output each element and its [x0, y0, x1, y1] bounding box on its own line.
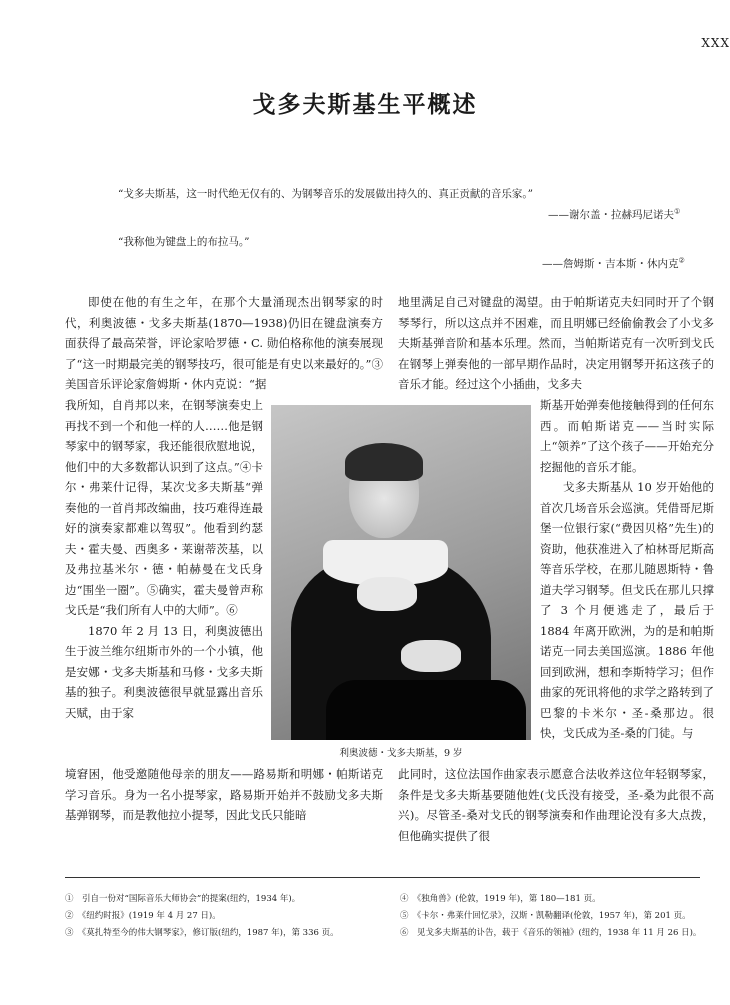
footnote: ① 引自一份对“国际音乐大师协会”的提案(纽约，1934 年)。 [65, 894, 301, 904]
footnote: ④ 《独角兽》(伦敦，1919 年)，第 180—181 页。 [400, 894, 601, 904]
paragraph: 斯基开始弹奏他接触得到的任何东西。而帕斯诺克——当时实际上“领养”了这个孩子——开始充分挖掘他的音乐才能。 [540, 398, 714, 474]
paragraph: 戈多夫斯基从 10 岁开始他的首次几场音乐会巡演。凭借哥尼斯堡一位银行家(“费因贝格”先生)的资助，他获准进入了柏林哥尼斯高等音乐学校，在那儿随恩斯特・鲁道夫学习钢琴。但戈氏在那儿只撑了 3 个月便逃走了，最后于 1884 年离开欧洲，为的是和帕斯诺克一同去美国巡演。1886 年他回到欧洲，想和李斯特学习；但作曲家的死讯将他的求学之路转到了巴黎的卡米尔・圣-桑那边。很快，戈氏成为圣-桑的门徒。与 [540, 480, 714, 740]
footnote-ref: ① [674, 207, 681, 216]
photo-hand [401, 640, 461, 672]
attribution-text: ——詹姆斯・吉本斯・休内克 [542, 258, 679, 270]
paragraph: 我所知，自肖邦以来，在钢琴演奏史上再找不到一个和他一样的人……他是钢琴家中的钢琴家，我还能很欣慰地说，他们中的大多数都认识到了这点。”④卡尔・弗莱什记得，某次戈多夫斯基“弹奏他的一首肖邦改编曲，技巧难得连最好的演奏家都难以驾驭”。他看到约瑟夫・霍夫曼、西奥多・莱谢蒂茨基，以及弗拉基米尔・德・帕赫曼在戈氏身边“围坐一圈”。⑤确实，霍夫曼曾声称戈氏是“我们所有人中的大师”。⑥ [65, 398, 263, 617]
footnote: ③ 《莫扎特至今的伟大钢琴家》，修订版(纽约，1987 年)，第 336 页。 [65, 928, 339, 938]
epigraph-attribution-1 [548, 207, 680, 222]
left-column-bottom [65, 764, 383, 826]
photo-bow [357, 577, 417, 611]
portrait-photo [271, 405, 531, 740]
epigraph-quote-1: “戈多夫斯基，这一时代绝无仅有的、为钢琴音乐的发展做出持久的、真正贡献的音乐家。” [118, 188, 533, 200]
footnote-ref: ② [678, 256, 685, 265]
footnote: ⑤ 《卡尔・弗莱什回忆录》，汉斯・凯勒翻译(伦敦，1957 年)，第 201 页。 [400, 911, 691, 921]
page-title: 戈多夫斯基生平概述 [252, 92, 478, 118]
left-column-wrap [65, 395, 263, 723]
paragraph: 1870 年 2 月 13 日，利奥波德出生于波兰维尔纽斯市外的一个小镇，他是安娜・戈多夫斯基和马修・戈多夫斯基的独子。利奥波德很早就显露出音乐天赋，由于家 [65, 623, 263, 720]
footnote: ② 《纽约时报》(1919 年 4 月 27 日)。 [65, 911, 221, 921]
epigraph-quote-2: “我称他为键盘上的布拉马。” [118, 236, 250, 248]
photo-caption: 利奥波德・戈多夫斯基，9 岁 [339, 748, 463, 759]
footnote: ⑥ 见戈多夫斯基的讣告，载于《音乐的领袖》(纽约，1938 年 11 月 26 日)。 [400, 928, 702, 938]
paragraph: 境窘困，他受邀随他母亲的朋友——路易斯和明娜・帕斯诺克学习音乐。身为一名小提琴家，路易斯开始并不鼓励戈多夫斯基弹钢琴，而是教他拉小提琴，因此戈氏只能暗 [65, 767, 383, 822]
paragraph: 地里满足自己对键盘的渴望。由于帕斯诺克夫妇同时开了个钢琴琴行，所以这点并不困难，而且明娜已经偷偷教会了小戈多夫斯基弹音阶和基本乐理。然而，当帕斯诺克有一次听到戈氏在钢琴上弹奏他的一部早期作品时，决定用钢琴开拓这孩子的音乐才能。经过这个小插曲，戈多夫 [398, 295, 714, 391]
right-column-top [398, 292, 714, 395]
page-number: XXX [701, 36, 730, 50]
right-column-bottom [398, 764, 714, 846]
paragraph: 此同时，这位法国作曲家表示愿意合法收养这位年轻钢琴家，条件是戈多夫斯基要随他姓(戈氏没有接受，圣-桑为此很不高兴)。尽管圣-桑对戈氏的钢琴演奏和作曲理论没有多大点拨，但他确实提供了很 [398, 767, 714, 843]
footnote-divider [65, 877, 700, 878]
attribution-text: ——谢尔盖・拉赫玛尼诺夫 [548, 209, 674, 221]
photo-chair [326, 680, 526, 740]
right-column-wrap [540, 395, 714, 744]
epigraph-attribution-2 [542, 256, 685, 271]
left-column-top [65, 292, 383, 395]
paragraph: 即使在他的有生之年，在那个大量涌现杰出钢琴家的时代，利奥波德・戈多夫斯基(1870—1938)仍旧在键盘演奏方面获得了最高荣誉，评论家哈罗德・C. 勋伯格称他的演奏展现了“这一时期最完美的钢琴技巧，很可能是有史以来最好的。”③美国音乐评论家詹姆斯・休内克说：“据 [65, 295, 383, 391]
photo-hair [345, 443, 423, 481]
